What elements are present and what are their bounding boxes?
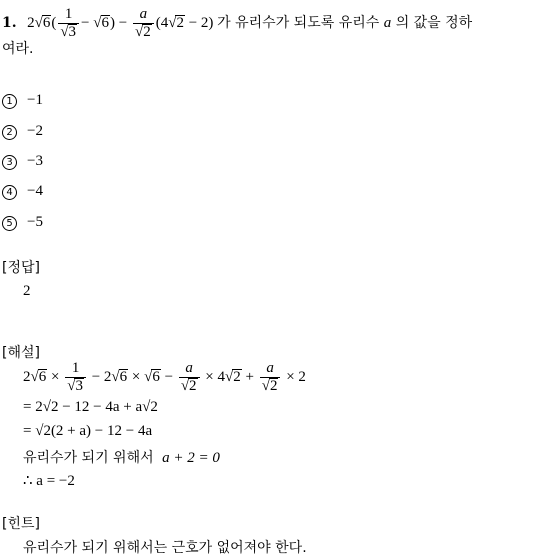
choice-value: −3 <box>27 153 43 169</box>
choice-2 <box>2 123 43 140</box>
choice-value: −4 <box>27 183 43 199</box>
problem-text-mid: 가 유리수가 되도록 유리수 <box>217 15 380 32</box>
solution-line-4-eq: a + 2 = 0 <box>162 450 220 466</box>
hint-text: 유리수가 되기 위해서는 근호가 없어져야 한다. <box>23 540 307 556</box>
choice-3 <box>2 153 43 170</box>
choice-mark: 3 <box>2 155 17 170</box>
problem-text-end: 의 값을 정하 <box>395 15 473 32</box>
solution-line-4-text: 유리수가 되기 위해서 <box>23 450 154 466</box>
problem-text-line2: 여라. <box>2 41 34 57</box>
problem-expression: 2√6( $\frac{1}{√3}$ − √6) − $\frac{a}{√2}$ (4√2 − 2) <box>27 6 218 41</box>
solution-line-4 <box>23 447 220 467</box>
choice-mark: 4 <box>2 185 17 200</box>
problem-var-a: a <box>383 15 392 32</box>
choice-4 <box>2 183 43 200</box>
problem-statement <box>2 6 472 46</box>
choice-1 <box>2 92 43 109</box>
choice-mark: 1 <box>2 94 17 109</box>
solution-line-5: ∴ a = −2 <box>23 473 75 489</box>
answer-label: [정답] <box>2 260 40 276</box>
choice-value: −2 <box>27 123 43 139</box>
choice-mark: 5 <box>2 216 17 231</box>
solution-line-2: = 2√2 − 12 − 4a + a√2 <box>23 399 158 415</box>
choice-mark: 2 <box>2 125 17 140</box>
problem-number: 1. <box>2 15 17 32</box>
answer-value: 2 <box>23 283 31 299</box>
choice-5 <box>2 214 43 231</box>
solution-label: [해설] <box>2 345 40 361</box>
choice-value: −1 <box>27 92 43 108</box>
solution-line-3: = √2(2 + a) − 12 − 4a <box>23 423 153 439</box>
choice-value: −5 <box>27 214 43 230</box>
solution-line-1: 2√6 × $\frac{1}{√3}$ − 2√6 × √6 − $\frac{a}{√2}$ × 4√2 + $\frac{a}{√2}$ × 2 <box>23 360 306 395</box>
hint-label: [힌트] <box>2 516 40 532</box>
